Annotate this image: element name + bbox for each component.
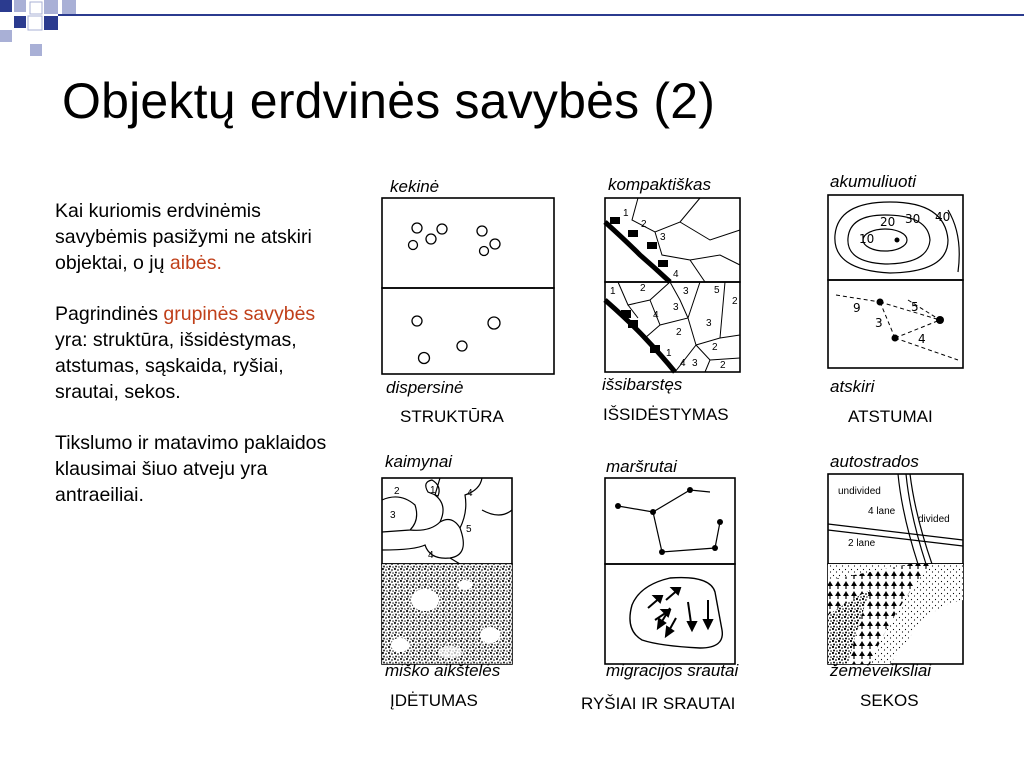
panel-5-caption: RYŠIAI IR SRAUTAI <box>581 694 736 713</box>
forest-clearings <box>382 564 512 664</box>
panel-2-caption: IŠSIDĖSTYMAS <box>603 405 729 424</box>
p2-text2: yra: struktūra, išsidėstymas, atstumas, sąskaida, ryšiai, srautai, sekos. <box>55 329 297 403</box>
distance-3: 3 <box>875 316 883 330</box>
neighbor-5: 5 <box>466 524 472 535</box>
distance-network <box>836 295 958 360</box>
panel-1-top-label: kekinė <box>390 177 440 196</box>
scattered-num-3: 3 <box>683 286 689 297</box>
paragraph-1 <box>55 198 345 276</box>
scattered-num-1: 1 <box>610 286 616 297</box>
panel-sequences <box>828 452 963 710</box>
slide-title: Objektų erdvinės savybės (2) <box>62 73 716 129</box>
slide-body <box>55 198 345 533</box>
road-2-lane: 2 lane <box>848 538 876 549</box>
panel-distances <box>828 172 963 426</box>
p2-text1: Pagrindinės <box>55 303 164 325</box>
land-cover-sequence <box>828 564 963 664</box>
paragraph-2 <box>55 301 345 405</box>
road-4-lane: 4 lane <box>868 506 896 517</box>
panel-2-top-label: kompaktiškas <box>608 175 711 194</box>
panel-5-bottom-box <box>605 564 735 664</box>
panel-4-caption: ĮDĖTUMAS <box>390 691 478 710</box>
scattered-num-4: 4 <box>653 310 659 321</box>
panel-6-bottom-label: žemėveiksliai <box>830 661 932 680</box>
neighbor-4a: 4 <box>467 488 473 499</box>
scattered-num-12: 4 <box>680 358 686 369</box>
compact-num-3: 3 <box>660 232 666 243</box>
panel-1-bottom-label: dispersinė <box>386 378 464 397</box>
panel-3-caption: ATSTUMAI <box>848 407 933 426</box>
scattered-map <box>605 282 740 372</box>
dispersed-points <box>412 316 500 364</box>
panel-structure <box>382 177 554 426</box>
scattered-num-9: 3 <box>706 318 712 329</box>
peak-point <box>895 238 900 243</box>
panel-1-bottom-box <box>382 288 554 374</box>
contour-30: 30 <box>905 212 921 226</box>
scattered-num-8: 2 <box>676 327 682 338</box>
scattered-num-7: 3 <box>673 302 679 313</box>
compact-num-2: 2 <box>641 219 647 230</box>
spatial-properties-figure <box>370 160 990 720</box>
contour-40: 40 <box>935 210 951 224</box>
road-undivided: undivided <box>838 486 881 497</box>
compact-map <box>605 198 740 282</box>
panel-3-top-label: akumuliuoti <box>830 172 916 191</box>
road-divided: divided <box>918 514 950 525</box>
compact-num-1: 1 <box>623 208 629 219</box>
neighbor-regions <box>382 478 512 564</box>
panel-4-bottom-label: miško aikštelės <box>385 661 501 680</box>
p1-text: Kai kuriomis erdvinėmis savybėmis pasižymi ne atskiri objektai, o jų <box>55 200 312 274</box>
figure-svg <box>370 160 990 720</box>
scattered-num-2: 2 <box>640 283 646 294</box>
neighbor-4b: 4 <box>428 550 434 561</box>
distance-5: 5 <box>911 300 919 314</box>
panel-2-bottom-label: išsibarstęs <box>602 375 683 394</box>
panel-4-top-box <box>382 478 512 564</box>
neighbor-3: 3 <box>390 510 396 521</box>
contour-10: 10 <box>859 232 875 246</box>
neighbor-1: 1 <box>430 485 436 496</box>
paragraph-3: Tikslumo ir matavimo paklaidos klausimai šiuo atveju yra antraeiliai. <box>55 432 327 506</box>
scattered-num-13: 3 <box>692 358 698 369</box>
compact-num-4: 4 <box>673 269 679 280</box>
panel-1-top-box <box>382 198 554 288</box>
panel-5-bottom-label: migracijos srautai <box>606 661 739 680</box>
panel-3-bottom-label: atskiri <box>830 377 875 396</box>
p1-accent: aibės. <box>169 252 222 274</box>
scattered-num-14: 2 <box>720 360 726 371</box>
panel-5-top-label: maršrutai <box>606 457 677 476</box>
panel-containment <box>382 452 512 710</box>
neighbor-2: 2 <box>394 486 400 497</box>
panel-4-top-label: kaimynai <box>385 452 453 471</box>
decorative-header-pattern <box>0 0 1024 60</box>
distance-4: 4 <box>918 332 926 346</box>
p2-accent: grupinės savybės <box>163 303 316 325</box>
route-network <box>615 487 723 555</box>
panel-6-caption: SEKOS <box>860 691 919 710</box>
scattered-num-10: 2 <box>712 342 718 353</box>
panel-6-top-label: autostrados <box>830 452 919 471</box>
scattered-num-6: 2 <box>732 296 738 307</box>
panel-links-flows <box>581 457 739 713</box>
panel-2-bottom-box <box>605 282 740 372</box>
migration-flows <box>630 578 722 648</box>
panel-1-caption: STRUKTŪRA <box>400 407 504 426</box>
distance-9: 9 <box>853 301 861 315</box>
scattered-num-5: 5 <box>714 285 720 296</box>
contour-20: 20 <box>880 215 896 229</box>
panel-pattern <box>602 175 740 424</box>
clustered-points <box>409 223 501 256</box>
scattered-num-11: 1 <box>666 348 672 359</box>
